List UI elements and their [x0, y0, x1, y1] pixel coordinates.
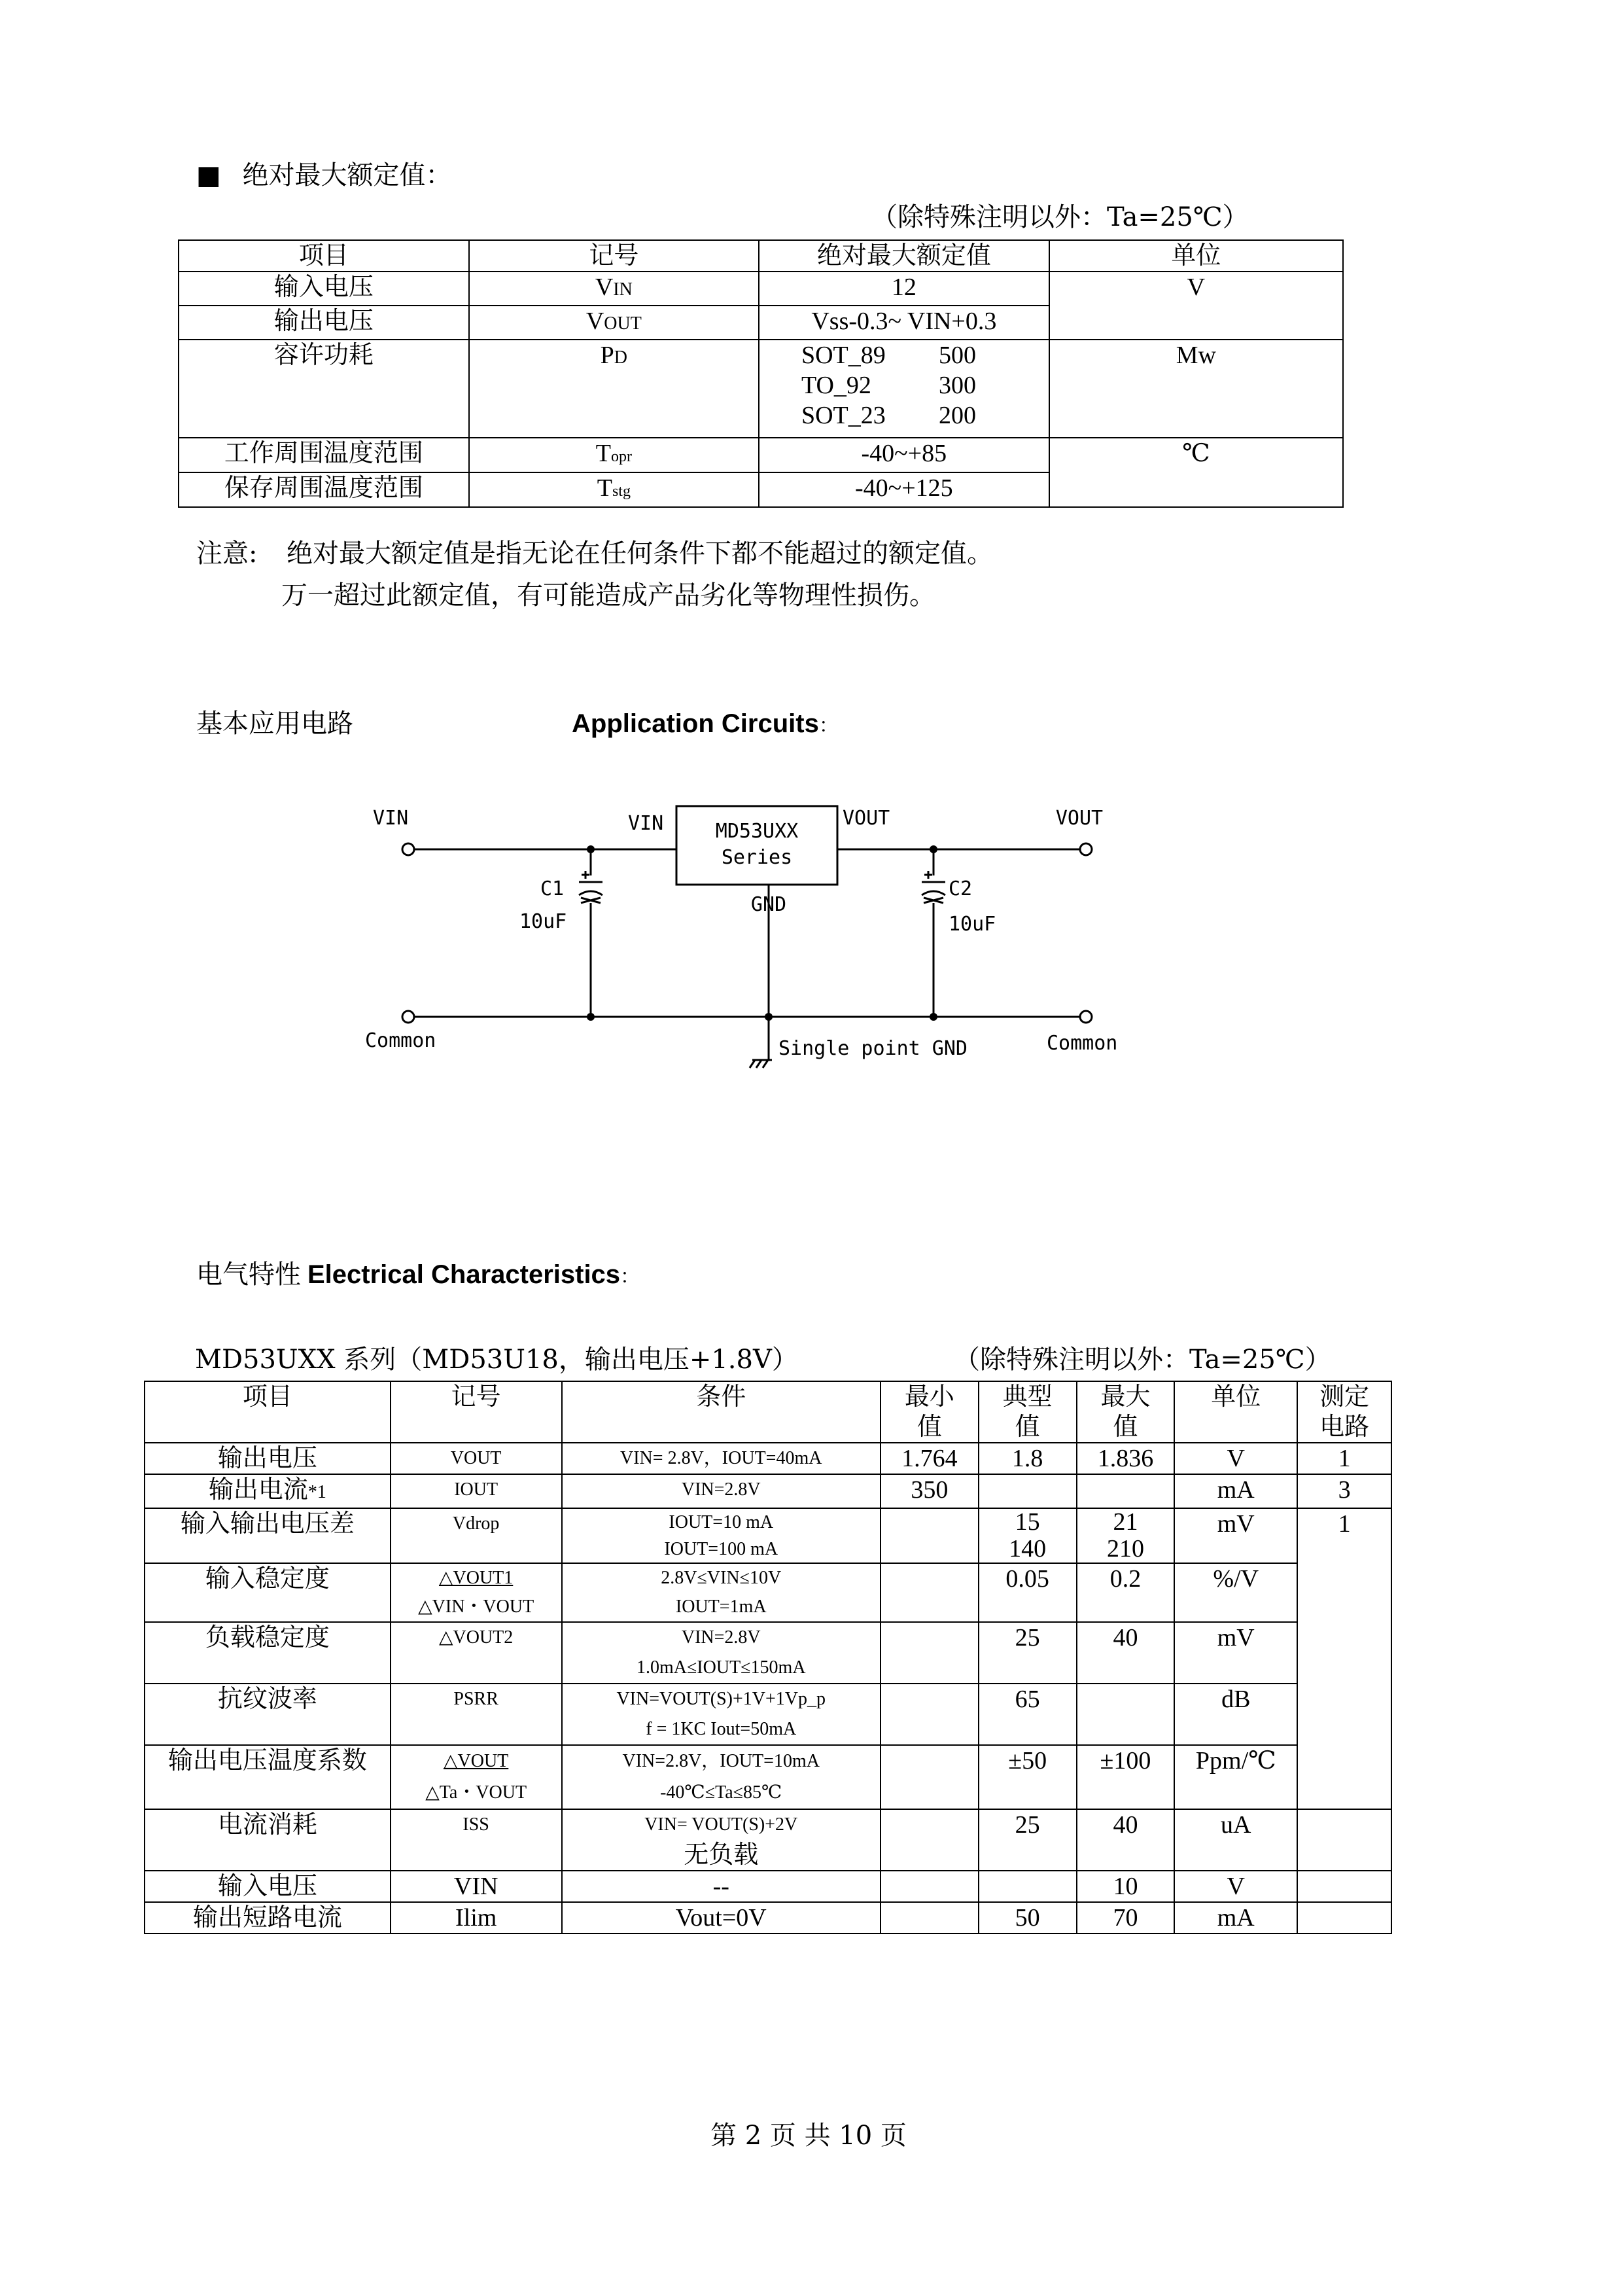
chip-label-line2: Series	[721, 846, 793, 869]
item-text: 输出电流	[208, 1476, 308, 1504]
header-min	[881, 1381, 979, 1443]
table-row	[145, 1443, 1391, 1474]
min-cell	[881, 1684, 979, 1745]
condition-cell: VIN=2.8V	[562, 1474, 881, 1508]
max-line2: 210	[1106, 1535, 1144, 1563]
symbol-sub: D	[614, 347, 628, 368]
test-cell: 3	[1297, 1474, 1391, 1508]
min-cell	[881, 1508, 979, 1563]
min-cell	[881, 1563, 979, 1622]
terminal-vin-icon	[402, 843, 414, 855]
junction-dot-icon	[587, 1013, 595, 1021]
condition-cell: Vout=0V	[562, 1902, 881, 1934]
typ-cell: 25	[979, 1622, 1077, 1684]
symbol-numerator: △VOUT	[443, 1751, 509, 1771]
item-cell	[145, 1474, 391, 1508]
label-single-point-gnd: Single point GND	[778, 1037, 968, 1060]
condition-line1: VIN=2.8V	[681, 1627, 761, 1648]
capacitor-c1-icon	[579, 871, 602, 903]
symbol-cell	[469, 438, 759, 472]
typ-cell: 0.05	[979, 1563, 1077, 1622]
unit-cell: mA	[1174, 1474, 1297, 1508]
value-cell: Vss-0.3~ VIN+0.3	[759, 306, 1049, 340]
table-row	[145, 1508, 1391, 1563]
min-cell	[881, 1871, 979, 1902]
typ-cell	[979, 1871, 1077, 1902]
typ-cell	[979, 1508, 1077, 1563]
header-test-line2: 电路	[1319, 1413, 1370, 1441]
header-typ-line2: 值	[1015, 1413, 1040, 1441]
symbol-denominator: △VIN・VOUT	[418, 1597, 534, 1617]
test-cell: 1	[1297, 1443, 1391, 1474]
elec-title	[196, 1259, 640, 1293]
max-cell: 1.836	[1077, 1443, 1175, 1474]
condition-line2: 1.0mA≤IOUT≤150mA	[636, 1657, 806, 1678]
typ-cell: 50	[979, 1902, 1077, 1934]
header-cell: 绝对最大额定值	[759, 240, 1049, 272]
header-test-line1: 测定	[1319, 1383, 1370, 1411]
symbol-main: V	[595, 274, 614, 301]
typ-line1: 15	[1015, 1508, 1040, 1536]
item-cell: 输出电压温度系数	[145, 1745, 391, 1809]
unit-cell: V	[1174, 1443, 1297, 1474]
typ-line2: 140	[1009, 1535, 1047, 1563]
label-common-right: Common	[1047, 1032, 1118, 1055]
title-colon: ：	[620, 1265, 640, 1288]
header-test	[1297, 1381, 1391, 1443]
symbol-cell: VOUT	[391, 1443, 562, 1474]
elec-title-cn: 电气特性	[196, 1260, 301, 1290]
symbol-denominator: △Ta・VOUT	[425, 1782, 527, 1803]
label-vin-chip: VIN	[628, 812, 664, 835]
ground-symbol-icon	[750, 1060, 772, 1068]
condition-line2: -40℃≤Ta≤85℃	[660, 1782, 782, 1803]
max-cell: 40	[1077, 1622, 1175, 1684]
condition-cell	[562, 1622, 881, 1684]
unit-cell: uA	[1174, 1809, 1297, 1871]
abs-max-note-label: 注意:	[196, 539, 258, 569]
condition-line1: 2.8V≤VIN≤10V	[661, 1568, 782, 1588]
label-vout-right: VOUT	[1055, 807, 1104, 830]
item-cell: 电流消耗	[145, 1809, 391, 1871]
terminal-common-left-icon	[402, 1011, 414, 1023]
junction-dot-icon	[587, 845, 595, 853]
test-cell	[1297, 1902, 1391, 1934]
package-value: 300	[938, 372, 976, 399]
symbol-cell: PSRR	[391, 1684, 562, 1745]
item-cell: 输入电压	[145, 1871, 391, 1902]
symbol-cell	[391, 1563, 562, 1622]
header-max-line1: 最大	[1100, 1383, 1151, 1411]
value-cell: 12	[759, 272, 1049, 306]
label-gnd: GND	[750, 893, 787, 916]
package-name: SOT_89	[801, 342, 886, 369]
condition-cell	[562, 1563, 881, 1622]
test-cell: 1	[1297, 1508, 1391, 1809]
symbol-cell	[391, 1745, 562, 1809]
min-cell	[881, 1809, 979, 1871]
item-cell: 负载稳定度	[145, 1622, 391, 1684]
condition-cell	[562, 1684, 881, 1745]
elec-condition-note: （除特殊注明以外：Ta=25℃）	[954, 1345, 1331, 1375]
condition-line2: f = 1KC Iout=50mA	[646, 1719, 797, 1739]
typ-cell	[979, 1474, 1077, 1508]
condition-cell: --	[562, 1871, 881, 1902]
table-row	[145, 1745, 1391, 1809]
item-cell: 容许功耗	[179, 340, 469, 438]
page-footer: 第 2 页 共 10 页	[710, 2121, 907, 2151]
package-name: SOT_23	[801, 402, 886, 429]
table-row	[145, 1902, 1391, 1934]
item-cell: 输出短路电流	[145, 1902, 391, 1934]
symbol-cell	[469, 272, 759, 306]
condition-line1: VIN=2.8V，IOUT=10mA	[622, 1751, 820, 1771]
symbol-cell	[469, 472, 759, 507]
item-cell: 抗纹波率	[145, 1684, 391, 1745]
unit-cell: %/V	[1174, 1563, 1297, 1622]
symbol-main: V	[585, 308, 604, 335]
table-row	[145, 1684, 1391, 1745]
abs-max-note-line1: 绝对最大额定值是指无论在任何条件下都不能超过的额定值。	[287, 539, 993, 569]
min-cell	[881, 1745, 979, 1809]
header-typ-line1: 典型	[1002, 1383, 1053, 1411]
item-cell: 输入稳定度	[145, 1563, 391, 1622]
label-common-left: Common	[365, 1029, 436, 1052]
symbol-cell: VIN	[391, 1871, 562, 1902]
electrical-characteristics-table	[144, 1381, 1392, 1934]
symbol-cell: Vdrop	[391, 1508, 562, 1563]
condition-line2: 无负载	[684, 1841, 759, 1869]
app-circuits-title-cn: 基本应用电路	[196, 709, 353, 739]
value-cell: -40~+125	[759, 472, 1049, 507]
package-value: 200	[938, 402, 976, 429]
label-c1-value: 10uF	[519, 910, 567, 933]
symbol-sub: IN	[613, 279, 633, 300]
typ-cell: 1.8	[979, 1443, 1077, 1474]
symbol-main: T	[595, 440, 611, 467]
max-cell	[1077, 1474, 1175, 1508]
max-cell	[1077, 1508, 1175, 1563]
abs-max-table	[178, 239, 1344, 508]
header-unit: 单位	[1174, 1381, 1297, 1443]
symbol-main: T	[597, 474, 612, 502]
condition-line1: IOUT=10 mA	[669, 1512, 774, 1532]
elec-series-label: MD53UXX 系列（MD53U18，输出电压+1.8V）	[195, 1345, 798, 1375]
square-bullet-icon: ■	[196, 160, 221, 190]
header-cell: 项目	[179, 240, 469, 272]
terminal-vout-icon	[1080, 843, 1092, 855]
symbol-cell	[469, 340, 759, 438]
unit-cell: mA	[1174, 1902, 1297, 1934]
test-cell	[1297, 1809, 1391, 1871]
condition-line2: IOUT=1mA	[675, 1597, 767, 1617]
item-cell: 输入电压	[179, 272, 469, 306]
symbol-sub: stg	[612, 483, 631, 500]
symbol-numerator: △VOUT1	[438, 1568, 514, 1588]
header-min-line2: 值	[916, 1413, 942, 1441]
header-max-line2: 值	[1113, 1413, 1138, 1441]
typ-cell: ±50	[979, 1745, 1077, 1809]
regulator-chip	[676, 806, 837, 885]
condition-cell: VIN= 2.8V，IOUT=40mA	[562, 1443, 881, 1474]
condition-line1: VIN= VOUT(S)+2V	[644, 1814, 798, 1835]
item-cell: 输入输出电压差	[145, 1508, 391, 1563]
max-cell: 40	[1077, 1809, 1175, 1871]
elec-title-en: Electrical Characteristics	[307, 1260, 621, 1289]
typ-cell: 25	[979, 1809, 1077, 1871]
test-cell	[1297, 1871, 1391, 1902]
symbol-cell: IOUT	[391, 1474, 562, 1508]
junction-dot-icon	[765, 1013, 773, 1021]
symbol-cell	[469, 306, 759, 340]
min-cell	[881, 1902, 979, 1934]
max-cell: 70	[1077, 1902, 1175, 1934]
min-cell	[881, 1622, 979, 1684]
header-cell: 记号	[469, 240, 759, 272]
header-max	[1077, 1381, 1175, 1443]
capacitor-c2-icon	[922, 871, 945, 903]
abs-max-note-line2: 万一超过此额定值，有可能造成产品劣化等物理性损伤。	[281, 580, 935, 610]
condition-cell	[562, 1508, 881, 1563]
unit-cell: mV	[1174, 1508, 1297, 1563]
table-header-row	[179, 240, 1343, 272]
label-c2-value: 10uF	[949, 913, 996, 936]
item-cell: 工作周围温度范围	[179, 438, 469, 472]
table-row	[145, 1563, 1391, 1622]
application-circuit-diagram	[353, 798, 1204, 1093]
table-row	[145, 1809, 1391, 1871]
junction-dot-icon	[930, 845, 937, 853]
table-header-row	[145, 1381, 1391, 1443]
unit-cell: V	[1174, 1871, 1297, 1902]
package-value: 500	[938, 342, 976, 369]
abs-max-condition-note: （除特殊注明以外：Ta=25℃）	[871, 202, 1249, 232]
item-cell: 输出电压	[145, 1443, 391, 1474]
abs-max-heading: 绝对最大额定值：	[242, 160, 452, 190]
title-colon: ：	[818, 715, 839, 737]
header-condition: 条件	[562, 1381, 881, 1443]
item-cell: 输出电压	[179, 306, 469, 340]
condition-cell	[562, 1745, 881, 1809]
symbol-main: P	[600, 342, 614, 369]
header-symbol: 记号	[391, 1381, 562, 1443]
unit-cell: Ppm/℃	[1174, 1745, 1297, 1809]
max-cell: 0.2	[1077, 1563, 1175, 1622]
min-cell: 350	[881, 1474, 979, 1508]
symbol-sub: opr	[610, 448, 632, 465]
max-cell: 10	[1077, 1871, 1175, 1902]
symbol-sub: OUT	[604, 313, 642, 334]
app-circuits-title-en-text: Application Circuits	[572, 709, 819, 738]
table-row	[179, 340, 1343, 438]
table-row	[145, 1622, 1391, 1684]
chip-label-line1: MD53UXX	[715, 820, 799, 843]
unit-cell: dB	[1174, 1684, 1297, 1745]
unit-cell: mV	[1174, 1622, 1297, 1684]
unit-cell: Mw	[1049, 340, 1343, 438]
symbol-cell: Ilim	[391, 1902, 562, 1934]
min-cell: 1.764	[881, 1443, 979, 1474]
label-vout-chip: VOUT	[843, 807, 890, 830]
header-item: 项目	[145, 1381, 391, 1443]
unit-cell: ℃	[1049, 438, 1343, 507]
label-c2: C2	[949, 877, 973, 900]
label-c1: C1	[540, 877, 565, 900]
typ-cell: 65	[979, 1684, 1077, 1745]
unit-cell: V	[1049, 272, 1343, 340]
value-cell	[759, 340, 1049, 438]
table-row	[179, 438, 1343, 472]
header-min-line1: 最小	[904, 1383, 954, 1411]
terminal-common-right-icon	[1080, 1011, 1092, 1023]
package-name: TO_92	[801, 372, 871, 399]
header-typ	[979, 1381, 1077, 1443]
app-circuits-title-en	[572, 708, 839, 742]
item-cell: 保存周围温度范围	[179, 472, 469, 507]
item-footnote: *1	[307, 1482, 326, 1502]
max-cell	[1077, 1684, 1175, 1745]
condition-line2: IOUT=100 mA	[664, 1539, 778, 1559]
max-line1: 21	[1113, 1508, 1138, 1536]
max-cell: ±100	[1077, 1745, 1175, 1809]
label-vin-left: VIN	[373, 807, 409, 830]
section-heading-abs-max	[196, 160, 452, 191]
symbol-cell: ISS	[391, 1809, 562, 1871]
condition-line1: VIN=VOUT(S)+1V+1Vp_p	[616, 1689, 826, 1709]
header-cell: 单位	[1049, 240, 1343, 272]
table-row	[145, 1474, 1391, 1508]
condition-cell	[562, 1809, 881, 1871]
symbol-cell: △VOUT2	[391, 1622, 562, 1684]
junction-dot-icon	[930, 1013, 937, 1021]
table-row	[145, 1871, 1391, 1902]
value-cell: -40~+85	[759, 438, 1049, 472]
table-row	[179, 272, 1343, 306]
